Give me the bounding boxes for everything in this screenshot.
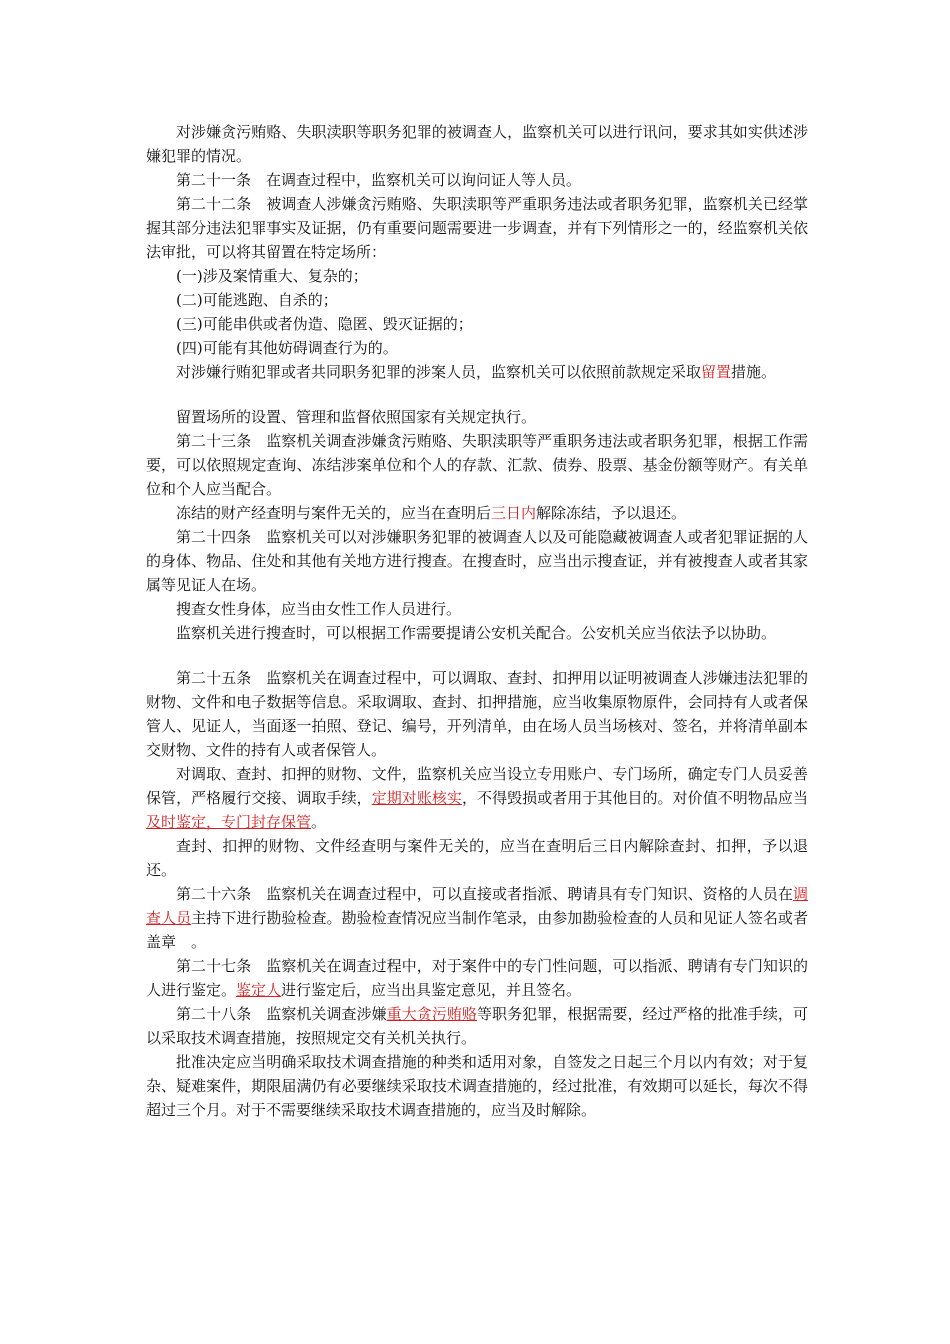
highlight-investigators: 调查人员 bbox=[146, 885, 808, 927]
paragraph-police-assist bbox=[146, 621, 808, 645]
text-segment: (三)可能串供或者伪造、隐匿、毁灭证据的； bbox=[176, 315, 473, 333]
article-23 bbox=[146, 429, 808, 501]
list-item-1 bbox=[146, 264, 808, 288]
highlight-three-days: 三日内 bbox=[491, 504, 537, 522]
article-21 bbox=[146, 168, 808, 192]
highlight-periodic-reconciliation: 定期对账核实 bbox=[371, 789, 462, 807]
list-item-2 bbox=[146, 288, 808, 312]
text-segment: 第二十四条 监察机关可以对涉嫌职务犯罪的被调查人以及可能隐藏被调查人或者犯罪证据的人的身体、物品、住处和其他有关地方进行搜查。在搜查时，应当出示搜查证，并有被搜查人或者其家属等见证人在场。 bbox=[146, 528, 808, 594]
text-segment: 对调取、查封、扣押的财物、文件，监察机关应当设立专用账户、专门场所，确定专门人员妥善保管，严格履行交接、调取手续， bbox=[146, 765, 808, 807]
paragraph-interrogation bbox=[146, 120, 808, 168]
text-segment: 主持下进行勘验检查。勘验检查情况应当制作笔录，由参加勘验检查的人员和见证人签名或者盖章 。 bbox=[146, 909, 808, 951]
document-page bbox=[146, 120, 808, 1122]
paragraph-release-seized bbox=[146, 834, 808, 882]
text-segment: 解除冻结，予以退还。 bbox=[536, 504, 687, 522]
text-segment: 留置场所的设置、管理和监督依照国家有关规定执行。 bbox=[176, 408, 537, 426]
article-24 bbox=[146, 525, 808, 597]
text-segment: 第二十二条 被调查人涉嫌贪污贿赂、失职渎职等严重职务违法或者职务犯罪，监察机关已经掌握其部分违法犯罪事实及证据，仍有重要问题需要进一步调查，并有下列情形之一的，经监察机关依法审批，可以将其留置在特定场所： bbox=[146, 195, 808, 261]
paragraph-custody bbox=[146, 762, 808, 834]
highlight-timely-appraisal: 及时鉴定，专门封存保管 bbox=[146, 813, 312, 831]
text-segment: 等职务犯罪，根据需要，经过严格的批准手续，可以采取技术调查措施，按照规定交有关机关执行。 bbox=[146, 1005, 808, 1047]
highlight-detention: 留置 bbox=[701, 363, 732, 381]
text-segment: 第二十八条 监察机关调查涉嫌 bbox=[176, 1005, 387, 1023]
paragraph-bribery-detention bbox=[146, 360, 808, 384]
paragraph-gap bbox=[146, 645, 808, 666]
text-segment: 第二十七条 监察机关在调查过程中，对于案件中的专门性问题，可以指派、聘请有专门知识的人进行鉴定。 bbox=[146, 957, 808, 999]
list-item-3 bbox=[146, 312, 808, 336]
paragraph-gap bbox=[146, 384, 808, 405]
text-segment: 查封、扣押的财物、文件经查明与案件无关的，应当在查明后三日内解除查封、扣押，予以退还。 bbox=[146, 837, 808, 879]
paragraph-frozen-property bbox=[146, 501, 808, 525]
text-segment: 第二十六条 监察机关在调查过程中，可以直接或者指派、聘请具有专门知识、资格的人员在 bbox=[176, 885, 793, 903]
text-segment: 措施。 bbox=[731, 363, 777, 381]
article-26 bbox=[146, 882, 808, 954]
text-segment: 第二十三条 监察机关调查涉嫌贪污贿赂、失职渎职等严重职务违法或者职务犯罪，根据工作需要，可以依照规定查询、冻结涉案单位和个人的存款、汇款、债券、股票、基金份额等财产。有关单位和个人应当配合。 bbox=[146, 432, 808, 498]
text-segment: 监察机关进行搜查时，可以根据工作需要提请公安机关配合。公安机关应当依法予以协助。 bbox=[176, 624, 777, 642]
paragraph-female-search bbox=[146, 597, 808, 621]
text-segment: 第二十五条 监察机关在调查过程中，可以调取、查封、扣押用以证明被调查人涉嫌违法犯罪的财物、文件和电子数据等信息。采取调取、查封、扣押措施，应当收集原物原件，会同持有人或者保管人、见证人，当面逐一拍照、登记、编号，开列清单，由在场人员当场核对、签名，并将清单副本交财物、文件的持有人或者保管人。 bbox=[146, 669, 808, 759]
text-segment: 批准决定应当明确采取技术调查措施的种类和适用对象，自签发之日起三个月以内有效；对于复杂、疑难案件，期限届满仍有必要继续采取技术调查措施的，经过批准，有效期可以延长，每次不得超过三个月。对于不需要继续采取技术调查措施的，应当及时解除。 bbox=[146, 1053, 808, 1119]
article-22 bbox=[146, 192, 808, 264]
article-25 bbox=[146, 666, 808, 762]
article-27 bbox=[146, 954, 808, 1002]
text-segment: 对涉嫌贪污贿赂、失职渎职等职务犯罪的被调查人，监察机关可以进行讯问，要求其如实供述涉嫌犯罪的情况。 bbox=[146, 123, 808, 165]
article-28 bbox=[146, 1002, 808, 1050]
text-segment: (二)可能逃跑、自杀的； bbox=[176, 291, 338, 309]
text-segment: (一)涉及案情重大、复杂的； bbox=[176, 267, 368, 285]
text-segment: 对涉嫌行贿犯罪或者共同职务犯罪的涉案人员，监察机关可以依照前款规定采取 bbox=[176, 363, 702, 381]
text-segment: 第二十一条 在调查过程中，监察机关可以询问证人等人员。 bbox=[176, 171, 582, 189]
text-segment: 冻结的财产经查明与案件无关的，应当在查明后 bbox=[176, 504, 492, 522]
list-item-4 bbox=[146, 336, 808, 360]
text-segment: 搜查女性身体，应当由女性工作人员进行。 bbox=[176, 600, 462, 618]
highlight-appraiser: 鉴定人 bbox=[236, 981, 282, 999]
text-segment: ，不得毁损或者用于其他目的。对价值不明物品应当 bbox=[461, 789, 808, 807]
paragraph-detention-facility bbox=[146, 405, 808, 429]
text-segment: 。 bbox=[311, 813, 327, 831]
paragraph-technical-measures bbox=[146, 1050, 808, 1122]
highlight-major-corruption: 重大贪污贿赂 bbox=[386, 1005, 477, 1023]
text-segment: 进行鉴定后，应当出具鉴定意见，并且签名。 bbox=[281, 981, 582, 999]
text-segment: (四)可能有其他妨碍调查行为的。 bbox=[176, 339, 398, 357]
